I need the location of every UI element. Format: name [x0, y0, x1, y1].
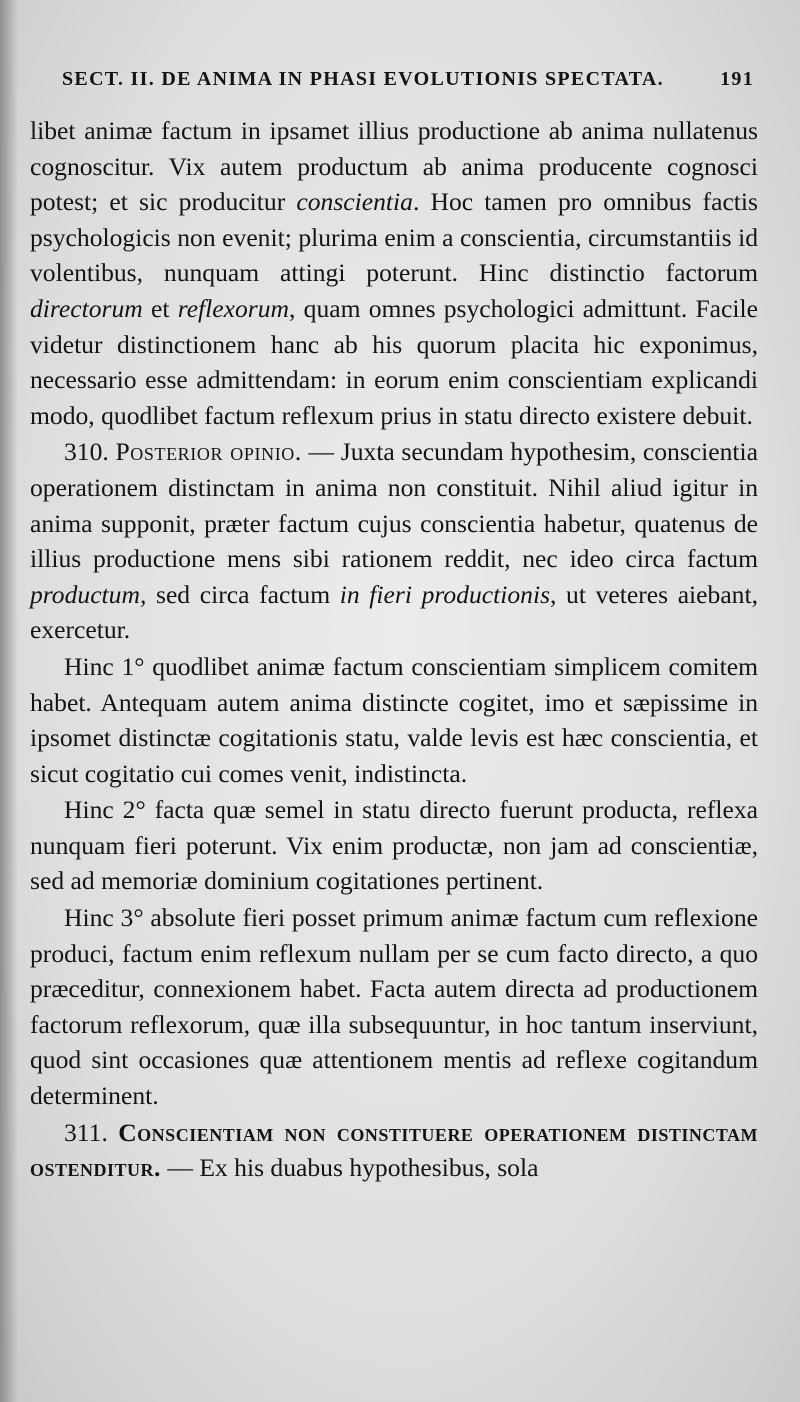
- section-heading: Posterior opinio.: [115, 437, 302, 467]
- paragraph-hinc-1: Hinc 1° quodlibet animæ factum conscientiam simplicem comitem habet. Antequam autem anima distincte cogitet, imo et sæpissime in ipsomet distinctæ cogitationis statu, valde levis est hæc conscientia, et sicut cogitatio cui comes venit, indistincta.: [30, 651, 758, 788]
- italic-term: conscientia: [296, 187, 413, 217]
- italic-term: directorum: [30, 293, 143, 323]
- paragraph-hinc-3: Hinc 3° absolute fieri posset primum animæ factum cum reflexione produci, factum enim reflexum nullam per se cum facto directo, a quo præceditur, connexionem habet. Facta autem directa ad productionem factorum reflexorum, quæ illa subsequuntur, in hoc tantum inserviunt, quod sint occasiones quæ attentionem mentis ad reflexe cogitandum determinent.: [30, 903, 758, 1111]
- body-text: [30, 113, 758, 1186]
- italic-term: reflexorum: [177, 293, 290, 323]
- italic-term: productum,: [30, 579, 147, 609]
- paragraph-1: libet animæ factum in ipsamet illius productione ab anima nullatenus cognoscitur. Vix autem productum ab anima producente cognosci potest; et sic producitur conscientia. Hoc tamen pro omnibus factis psychologicis non evenit; plurima enim a conscientia, circumstantiis id volentibus, nunquam attingi poterunt. Hinc distinctio factorum directorum et reflexorum, quam omnes psychologici admittunt. Facile videtur distinctionem hanc ab his quorum placita hic exponimus, necessario esse admittendam: in eorum enim conscientiam explicandi modo, quodlibet factum reflexum prius in statu directo existere debuit.: [30, 116, 758, 430]
- page-header: [62, 68, 754, 91]
- italic-term: in fieri productionis: [339, 579, 551, 609]
- paragraph-310: 310. Posterior opinio. — Juxta secundam hypothesim, conscientia operationem distinctam in anima non constituit. Nihil aliud igitur in anima supponit, præter factum cujus conscientia habetur, quatenus de illius productione mens sibi rationem reddit, nec ideo circa factum productum, sed circa factum in fieri productionis, ut veteres aiebant, exercetur.: [30, 437, 758, 645]
- section-heading: Conscientiam non constituere operationem distinctam ostenditur.: [30, 1117, 758, 1183]
- page-number: 191: [720, 68, 754, 90]
- paragraph-311: 311. Conscientiam non constituere operationem distinctam ostenditur. — Ex his duabus hypothesibus, sola: [30, 1117, 758, 1183]
- paragraph-hinc-2: Hinc 2° facta quæ semel in statu directo fuerunt producta, reflexa nunquam fieri poterunt. Vix enim productæ, non jam ad conscientiæ, sed ad memoriæ dominium cogitationes pertinent.: [30, 795, 758, 896]
- section-number: 310.: [64, 437, 109, 467]
- running-title: SECT. II. DE ANIMA IN PHASI EVOLUTIONIS SPECTATA.: [62, 68, 664, 90]
- section-number: 311.: [64, 1117, 108, 1147]
